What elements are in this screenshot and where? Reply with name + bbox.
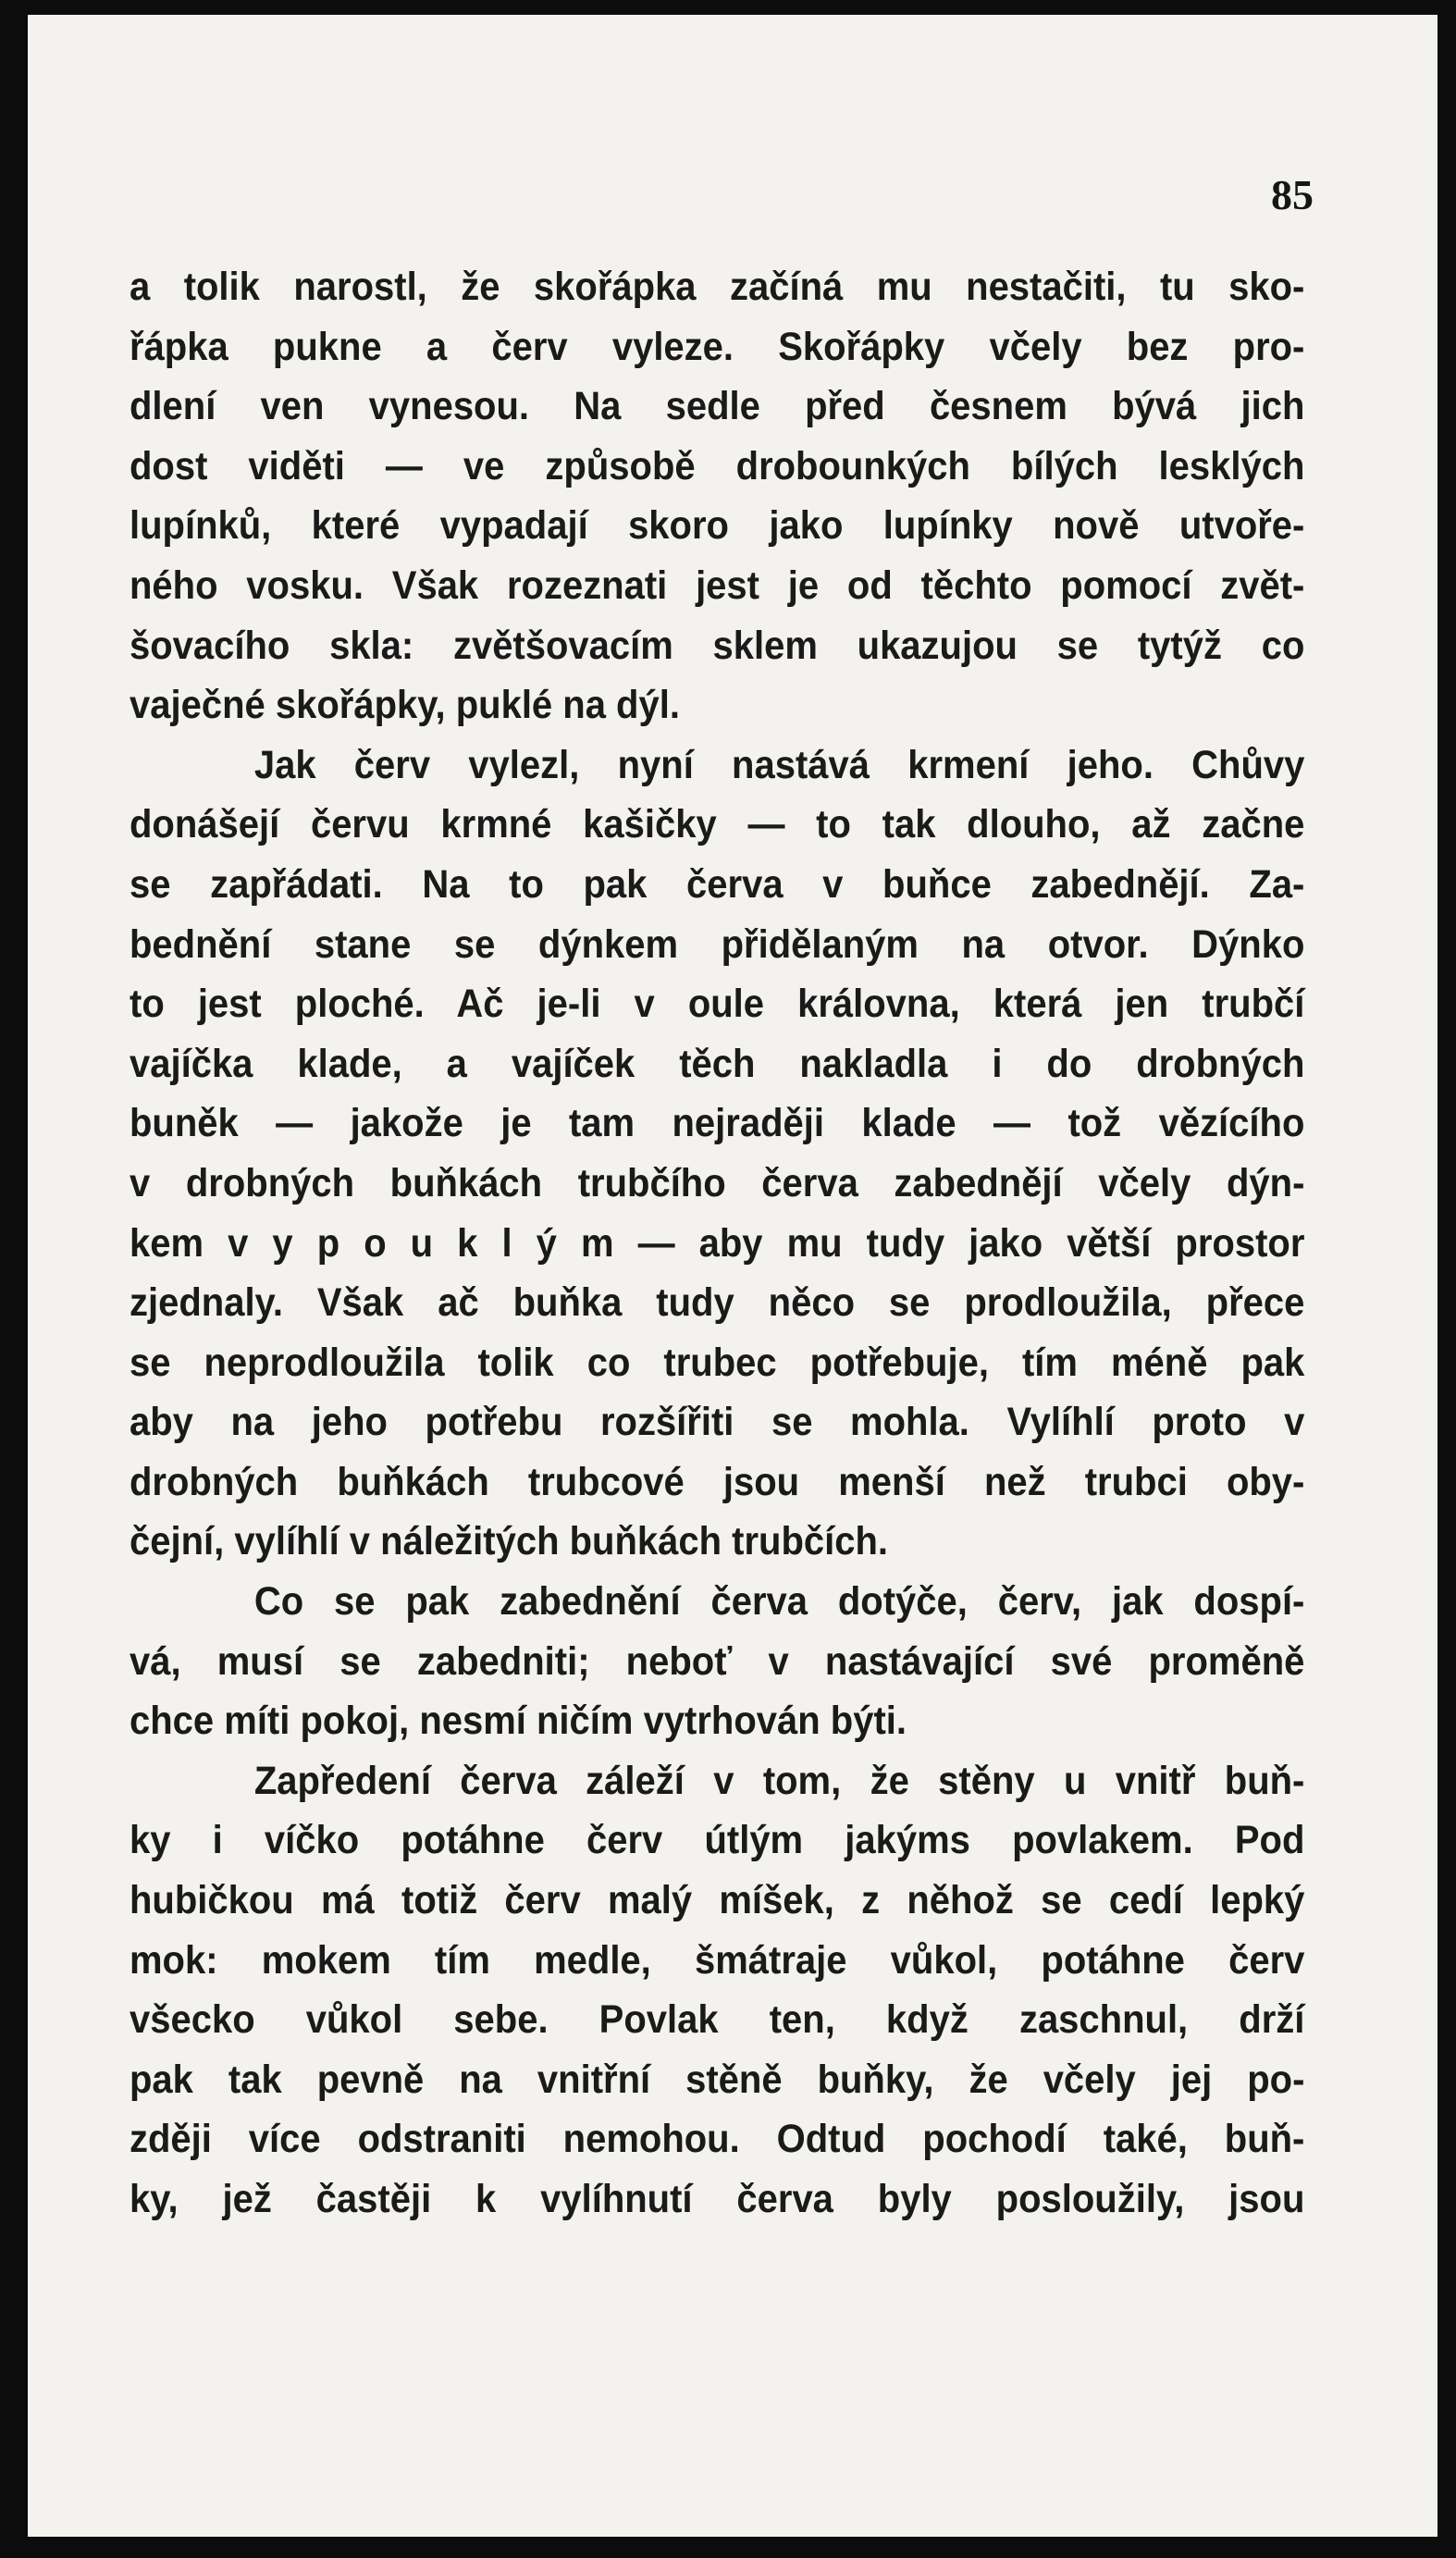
text-line: všecko vůkol sebe. Povlak ten, když zaschnul, drží: [130, 1997, 1305, 2043]
text-line: dost viděti — ve způsobě drobounkých bílých lesklých: [130, 443, 1305, 488]
text-line: vaječné skořápky, puklé na dýl.: [130, 683, 680, 728]
text-line: lupínků, které vypadají skoro jako lupínky nově utvoře-: [130, 503, 1305, 549]
text-line: řápka pukne a červ vyleze. Skořápky včely bez pro-: [130, 324, 1305, 369]
text-line: Jak červ vylezl, nyní nastává krmení jeho. Chůvy: [253, 742, 1305, 787]
text-line: bednění stane se dýnkem přidělaným na otvor. Dýnko: [130, 921, 1305, 967]
text-line: a tolik narostl, že skořápka začíná mu nestačiti, tu sko-: [130, 265, 1305, 309]
text-line: zději více odstraniti nemohou. Odtud pochodí také, buň-: [130, 2117, 1305, 2162]
text-line: kem v y p o u k l ý m — aby mu tudy jako větší prostor: [130, 1220, 1305, 1266]
text-line: čejní, vylíhlí v náležitých buňkách trubčích.: [130, 1519, 889, 1564]
text-line: buněk — jakože je tam nejraději klade — tož vězícího: [130, 1101, 1305, 1146]
text-line: aby na jeho potřebu rozšířiti se mohla. Vylíhlí proto v: [130, 1400, 1305, 1445]
body-text: [130, 257, 1304, 2230]
text-line: Co se pak zabednění červa dotýče, červ, jak dospí-: [253, 1579, 1305, 1625]
text-line: ky i víčko potáhne červ útlým jakýms povlakem. Pod: [130, 1818, 1305, 1863]
text-line: drobných buňkách trubcové jsou menší než trubci oby-: [130, 1459, 1305, 1504]
page-number: 85: [1271, 171, 1314, 218]
text-line: v drobných buňkách trubčího červa zabednějí včely dýn-: [130, 1160, 1305, 1205]
text-line: se zapřádati. Na to pak červa v buňce zabednějí. Za-: [130, 861, 1305, 907]
text-line: ky, jež častěji k vylíhnutí červa byly posloužily, jsou: [130, 2177, 1305, 2221]
text-line: šovacího skla: zvětšovacím sklem ukazujou se tytýž co: [130, 623, 1305, 668]
text-line: Zapředení červa záleží v tom, že stěny u vnitř buň-: [253, 1758, 1305, 1803]
text-line: to jest ploché. Ač je-li v oule královna, která jen trubčí: [130, 982, 1305, 1027]
text-line: hubičkou má totiž červ malý míšek, z něhož se cedí lepký: [130, 1878, 1305, 1923]
text-line: donášejí červu krmné kašičky — to tak dlouho, až začne: [130, 802, 1305, 847]
text-line: pak tak pevně na vnitřní stěně buňky, že včely jej po-: [130, 2057, 1305, 2102]
text-line: dlení ven vynesou. Na sedle před česnem bývá jich: [130, 384, 1305, 429]
text-line: chce míti pokoj, nesmí ničím vytrhován býti.: [130, 1699, 907, 1744]
text-line: zjednaly. Však ač buňka tudy něco se prodloužila, přece: [130, 1280, 1305, 1326]
text-line: vajíčka klade, a vajíček těch nakladla i do drobných: [130, 1041, 1305, 1086]
text-line: vá, musí se zabedniti; neboť v nastávající své proměně: [130, 1638, 1305, 1684]
text-line: ného vosku. Však rozeznati jest je od těchto pomocí zvět-: [130, 562, 1305, 608]
book-page: [28, 15, 1437, 2537]
text-line: se neprodloužila tolik co trubec potřebuje, tím méně pak: [130, 1340, 1305, 1385]
text-line: mok: mokem tím medle, šmátraje vůkol, potáhne červ: [130, 1937, 1305, 1983]
